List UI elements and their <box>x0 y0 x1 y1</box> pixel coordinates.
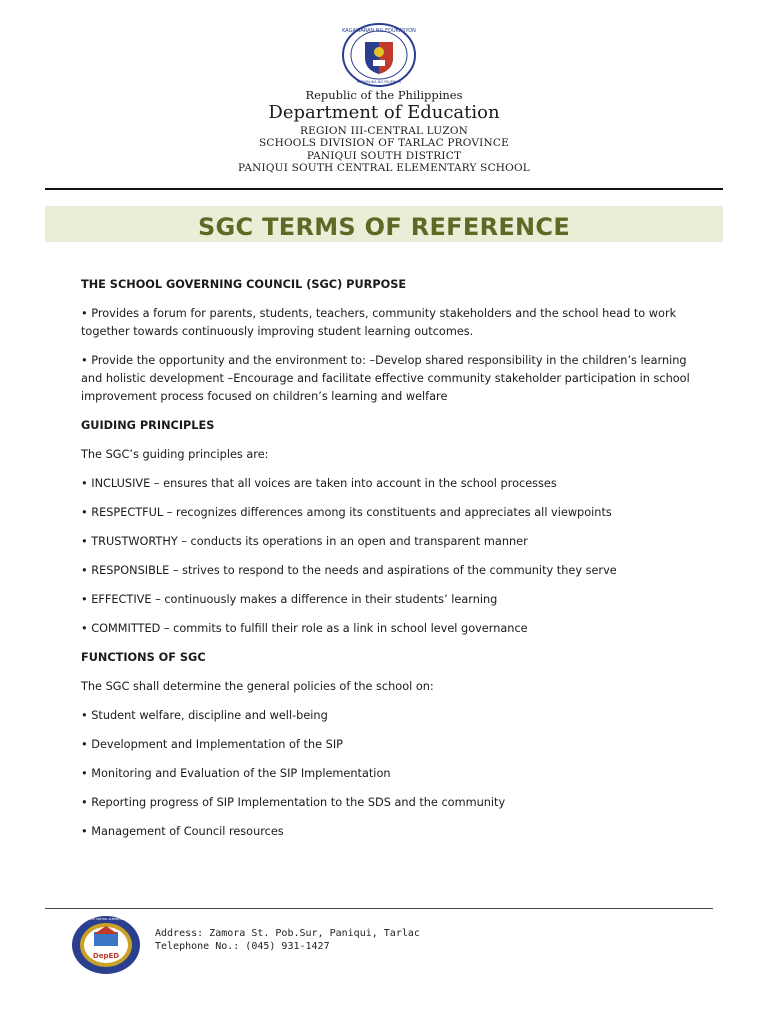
principles-heading: GUIDING PRINCIPLES <box>81 419 215 432</box>
principle-item: • COMMITTED – commits to fulfill their role as a link in school level governance <box>81 622 528 635</box>
school-telephone: Telephone No.: (045) 931-1427 <box>155 941 330 952</box>
deped-seal-logo <box>341 22 417 88</box>
function-item: • Monitoring and Evaluation of the SIP Implementation <box>81 767 391 780</box>
purpose-heading: THE SCHOOL GOVERNING COUNCIL (SGC) PURPOSE <box>81 278 407 291</box>
header-divider <box>45 188 723 190</box>
document-body <box>81 276 691 841</box>
principle-item: • RESPONSIBLE – strives to respond to the needs and aspirations of the community they serve <box>81 564 617 577</box>
purpose-paragraph: • Provide the opportunity and the environment to: –Develop shared responsibility in the children’s learning and holistic development –Encourage and facilitate effective community stakeholder participation in school improvement process focused on children’s learning and welfare <box>81 354 690 403</box>
seal-ring-text: KAGAWARAN NG EDUKASYON <box>342 28 416 34</box>
division-line: SCHOOLS DIVISION OF TARLAC PROVINCE <box>259 137 509 149</box>
seal-bottom-text: REPUBLIKA NG PILIPINAS <box>356 80 402 84</box>
functions-heading: FUNCTIONS OF SGC <box>81 651 206 664</box>
function-item: • Student welfare, discipline and well-being <box>81 709 328 722</box>
region-line: REGION III-CENTRAL LUZON <box>299 125 469 137</box>
principle-item: • TRUSTWORTHY – conducts its operations in an open and transparent manner <box>81 535 528 548</box>
school-address: Address: Zamora St. Pob.Sur, Paniqui, Tarlac <box>155 928 420 939</box>
school-seal-ring-text: PANIQUI SOUTH CENTRAL ELEMENTARY SCHOOL <box>74 918 138 921</box>
title-banner <box>45 206 723 242</box>
functions-intro: The SGC shall determine the general policies of the school on: <box>81 680 434 693</box>
function-item: • Reporting progress of SIP Implementation to the SDS and the community <box>81 796 506 809</box>
purpose-paragraph: • Provides a forum for parents, students, teachers, community stakeholders and the school head to work together towards continuously improving student learning outcomes. <box>81 307 677 338</box>
principle-item: • EFFECTIVE – continuously makes a difference in their students’ learning <box>81 593 498 606</box>
function-item: • Development and Implementation of the SIP <box>81 738 343 751</box>
school-seal-logo <box>70 914 142 976</box>
principle-item: • INCLUSIVE – ensures that all voices are taken into account in the school processes <box>81 477 557 490</box>
principles-intro: The SGC’s guiding principles are: <box>81 448 269 461</box>
footer-divider <box>45 908 713 909</box>
deped-logo-text: DepED <box>92 952 120 960</box>
school-line: PANIQUI SOUTH CENTRAL ELEMENTARY SCHOOL <box>238 162 530 174</box>
district-line: PANIQUI SOUTH DISTRICT <box>306 150 462 162</box>
document-title: SGC TERMS OF REFERENCE <box>197 213 571 241</box>
republic-line: Republic of the Philippines <box>305 88 463 102</box>
function-item: • Management of Council resources <box>81 825 284 838</box>
principle-item: • RESPECTFUL – recognizes differences among its constituents and appreciates all viewpoints <box>81 506 612 519</box>
department-name: Department of Education <box>268 102 500 123</box>
